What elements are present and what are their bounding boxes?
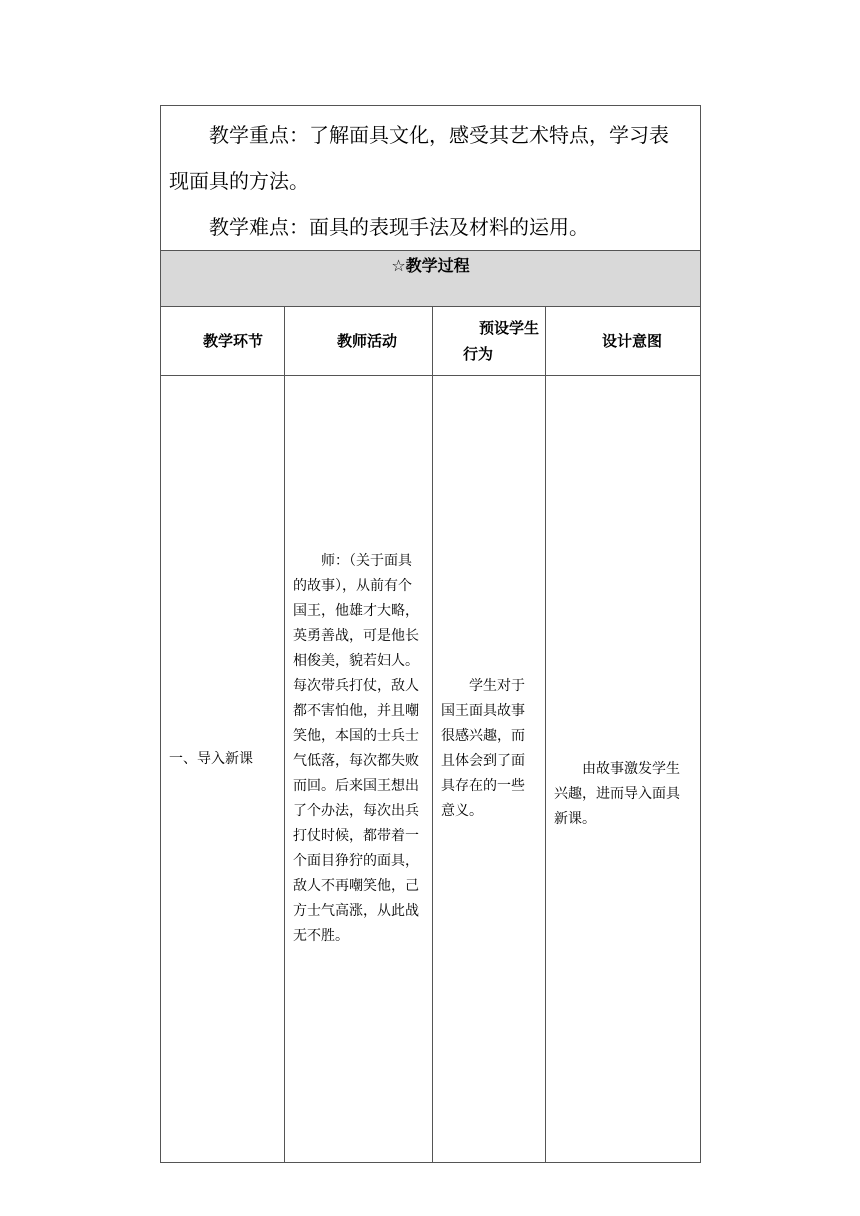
column-header-student-label: 预设学生行为 [463,319,540,363]
process-header-row [161,251,701,307]
column-header-teacher [285,307,433,376]
objectives-cell [161,106,701,251]
column-header-stage [161,307,285,376]
student-behavior-text: 学生对于国王面具故事很感兴趣，而且体会到了面具存在的一些意义。 [441,678,525,819]
column-header-teacher-label: 教师活动 [337,332,398,350]
process-title-cell [161,251,701,307]
design-intent-text: 由故事激发学生兴趣，进而导入面具新课。 [554,760,680,827]
stage-text: 一、导入新课 [169,750,253,767]
stage-cell [161,376,285,1163]
teacher-activity-cell [285,376,433,1163]
column-header-stage-label: 教学环节 [203,332,264,350]
column-header-design-label: 设计意图 [602,332,663,350]
column-header-student [433,307,546,376]
objectives-row [161,106,701,251]
difficulties-text: 教学难点：面具的表现手法及材料的运用。 [209,215,589,239]
table-row [161,376,701,1163]
lesson-plan-table [160,105,701,1163]
design-intent-cell [546,376,701,1163]
column-header-design [546,307,701,376]
process-title: ☆教学过程 [391,256,470,275]
column-header-row [161,307,701,376]
teacher-activity-text: 师：（关于面具的故事），从前有个国王，他雄才大略，英勇善战，可是他长相俊美，貌若妇人。每次带兵打仗，敌人都不害怕他，并且嘲笑他，本国的士兵士气低落，每次都失败而回。后来国王想出了个办法，每次出兵打仗时候，都带着一个面目狰狞的面具，敌人不再嘲笑他，己方士气高涨，从此战无不胜。 [293,553,419,944]
student-behavior-cell [433,376,546,1163]
key-points-text: 教学重点：了解面具文化，感受其艺术特点，学习表现面具的方法。 [169,123,669,193]
